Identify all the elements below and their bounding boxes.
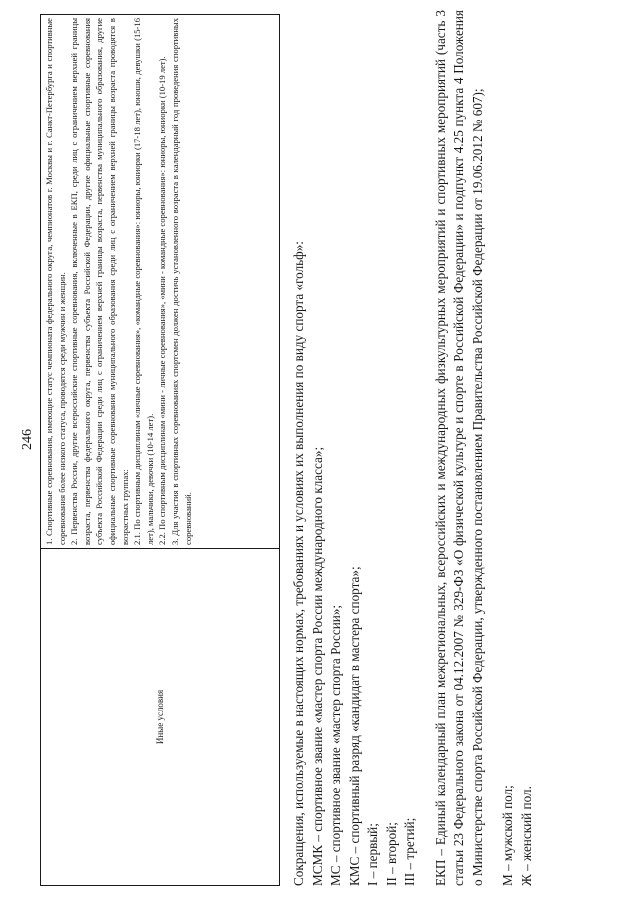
table-label: Иные условия (155, 689, 165, 745)
table-content-cell (41, 15, 279, 548)
abbreviation-item: III – третий; (402, 817, 417, 886)
abbreviation-item: КМС – спортивный разряд «кандидат в мастера спорта»; (346, 566, 362, 886)
table-paragraph: 1. Спортивные соревнования, имеющие статус чемпионата федерального округа, чемпионатов г. Москвы и г. Санкт-Петербурга и спортивные соревнования более низкого статуса, проводятся среди мужчин и женщин. (44, 18, 67, 545)
table-paragraph: 2. Первенства России, другие всероссийские спортивные соревнования, включенные в ЕКП, среди лиц с ограничением верхней границы возраста, первенства федерального округа, первенства субъекта Российской Федерации, другие официальные спортивные соревнования субъекта Российской Федерации среди лиц с ограничением верхней границы возраста, первенства муниципального образования, другие официальные спортивные соревнования муниципального образования среди лиц с ограничением верхней границы возраста проводятся в возрастных группах: (69, 18, 130, 545)
abbreviations-intro: Сокращения, используемые в настоящих нормах, требованиях и условиях их выполнения по виду спорта «гольф»: (291, 241, 306, 886)
abbreviations-section (290, 10, 536, 886)
abbreviation-item: I – первый; (365, 823, 380, 886)
sex-abbreviation: М – мужской пол; (500, 785, 515, 886)
page-number: 246 (20, 429, 35, 450)
ekp-definition: ЕКП – Единый календарный план межрегиональных, всероссийских и международных физкультурных мероприятий и спортивных мероприятий (часть 3 статьи 23 Федерального закона от 04.12.2007 № 329-ФЗ «О физической культуре и спорте в Российской Федерации» и подпункт 4.25 пункта 4 Положения о Министерстве спорта Российской Федерации, утвержденного постановлением Правительства Российской Федерации от 19.06.2012 № 607); (432, 10, 485, 886)
conditions-table (40, 14, 280, 886)
table-paragraph: 2.2. По спортивным дисциплинам «мини - личные соревнования», «мини - командные соревнования»: юниоры, юниорки (10-19 лет). (157, 56, 168, 545)
rotated-document-page (10, 0, 630, 898)
abbreviation-item: II – второй; (383, 822, 399, 886)
abbreviation-item: МСМК – спортивное звание «мастер спорта России международного класса»; (309, 446, 325, 886)
table-paragraph: 2.1. По спортивным дисциплинам «личные соревнования», «командные соревнования»: юниоры, юниорки (17-18 лет), юноши, девушки (15-16 лет), мальчики, девочки (10-14 лет). (132, 18, 155, 545)
sex-abbreviation: Ж – женский пол. (518, 786, 534, 886)
table-paragraph: 3. Для участия в спортивных соревнованиях спортсмен должен достичь установленного возраста в календарный год проведения спортивных соревнований. (169, 18, 193, 545)
abbreviation-item: МС – спортивное звание «мастер спорта России»; (328, 604, 343, 886)
table-label-cell (41, 548, 279, 885)
